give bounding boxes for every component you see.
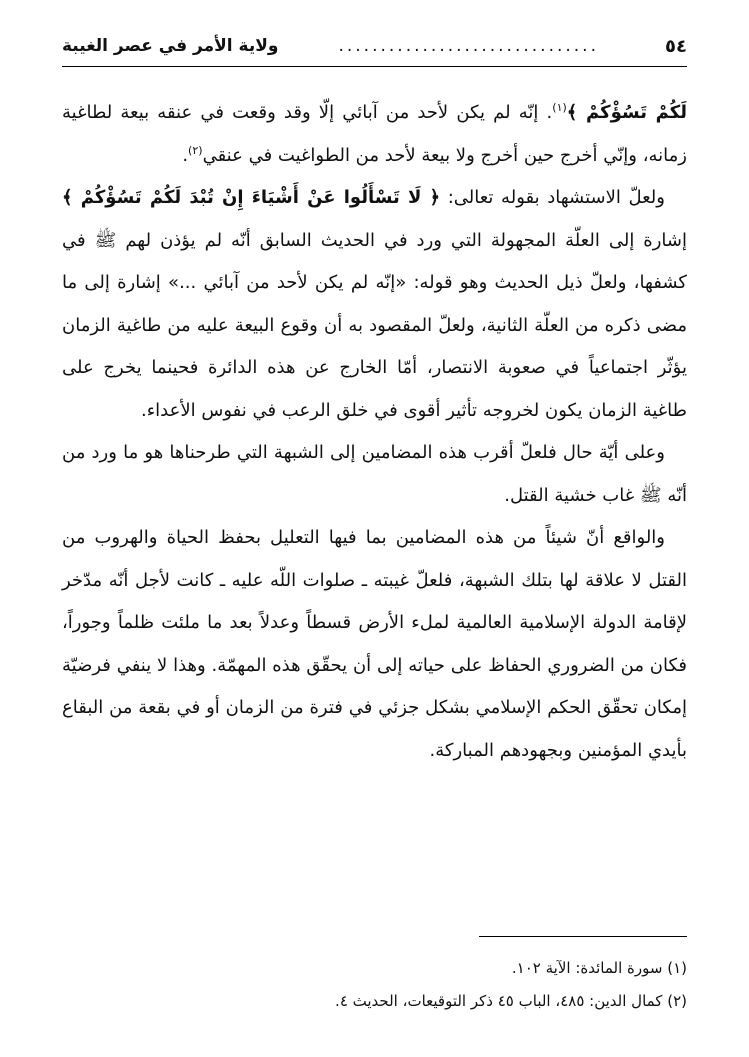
header-dot-leader: ............................... bbox=[338, 36, 599, 56]
paragraph-3 bbox=[62, 432, 687, 517]
footnote-2: (٢) كمال الدين: ٤٨٥، الباب ٤٥ ذكر التوقيعات، الحديث ٤. bbox=[335, 992, 687, 1010]
paragraph-text: إشارة إلى العلّة المجهولة التي ورد في الحديث السابق أنّه لم يؤذن لهم ﷺ في كشفها، ولعلّ ذيل الحديث وهو قوله: «إنّه لم يكن لأحد من آبائي ...» إشارة إلى ما مضى ذكره من العلّة الثانية، ولعلّ المقصود به أن وقوع البيعة عليه من طاغية الزمان يؤثّر اجتماعياً في صعوبة الانتصار، أمّا الخارج عن هذه الدائرة فحينما يخرج على طاغية الزمان يكون لخروجه تأثير أقوى في خلق الرعب في نفوس الأعداء. bbox=[62, 229, 687, 421]
quran-verse: لَكُمْ تَسُؤْكُمْ ﴾ bbox=[566, 102, 687, 123]
paragraph-text: . إنّه لم يكن لأحد من آبائي إلّا وقد وقعت في عنقه بيعة لطاغية زمانه، وإنّي أخرج حين أخرج ولا بيعة لأحد من الطواغيت في عنقي bbox=[62, 102, 687, 166]
quran-verse: ﴿ لَا تَسْأَلُوا عَنْ أَشْيَاءَ إِنْ تُبْدَ لَكُمْ تَسُؤْكُمْ ﴾ bbox=[62, 187, 441, 208]
paragraph-text: وعلى أيّة حال فلعلّ أقرب هذه المضامين إلى الشبهة التي طرحناها هو ما ورد من أنّه ﷺ غاب خشية القتل. bbox=[62, 442, 687, 506]
page-header bbox=[62, 26, 687, 67]
footnote-ref-2: (٢) bbox=[188, 143, 203, 157]
paragraph-text: . bbox=[182, 144, 189, 166]
footnotes bbox=[62, 952, 687, 1018]
footnote-ref-1: (١) bbox=[552, 101, 567, 114]
footnote-1: (١) سورة المائدة: الآية ١٠٢. bbox=[511, 959, 687, 977]
footnote-separator bbox=[479, 936, 687, 937]
book-title: ولاية الأمر في عصر الغيبة bbox=[62, 36, 279, 56]
paragraph-4 bbox=[62, 517, 687, 772]
paragraph-2 bbox=[62, 177, 687, 432]
page-number: ٥٤ bbox=[665, 35, 687, 57]
paragraph-1 bbox=[62, 92, 687, 177]
main-text bbox=[62, 92, 687, 772]
paragraph-text: والواقع أنّ شيئاً من هذه المضامين بما فيها التعليل بحفظ الحياة والهروب من القتل لا علاقة لها بتلك الشبهة، فلعلّ غيبته ـ صلوات اللّه عليه ـ كانت لأجل أنّه مدّخر لإقامة الدولة الإسلامية العالمية لملء الأرض قسطاً وعدلاً بعد ما ملئت ظلماً وجوراً، فكان من الضروري الحفاظ على حياته إلى أن يحقّق هذه المهمّة. وهذا لا ينفي فرضيّة إمكان تحقّق الحكم الإسلامي بشكل جزئي في فترة من الزمان أو في بقعة من البقاع بأيدي المؤمنين وبجهودهم المباركة. bbox=[62, 527, 687, 761]
paragraph-text: ولعلّ الاستشهاد بقوله تعالى: bbox=[440, 187, 665, 208]
